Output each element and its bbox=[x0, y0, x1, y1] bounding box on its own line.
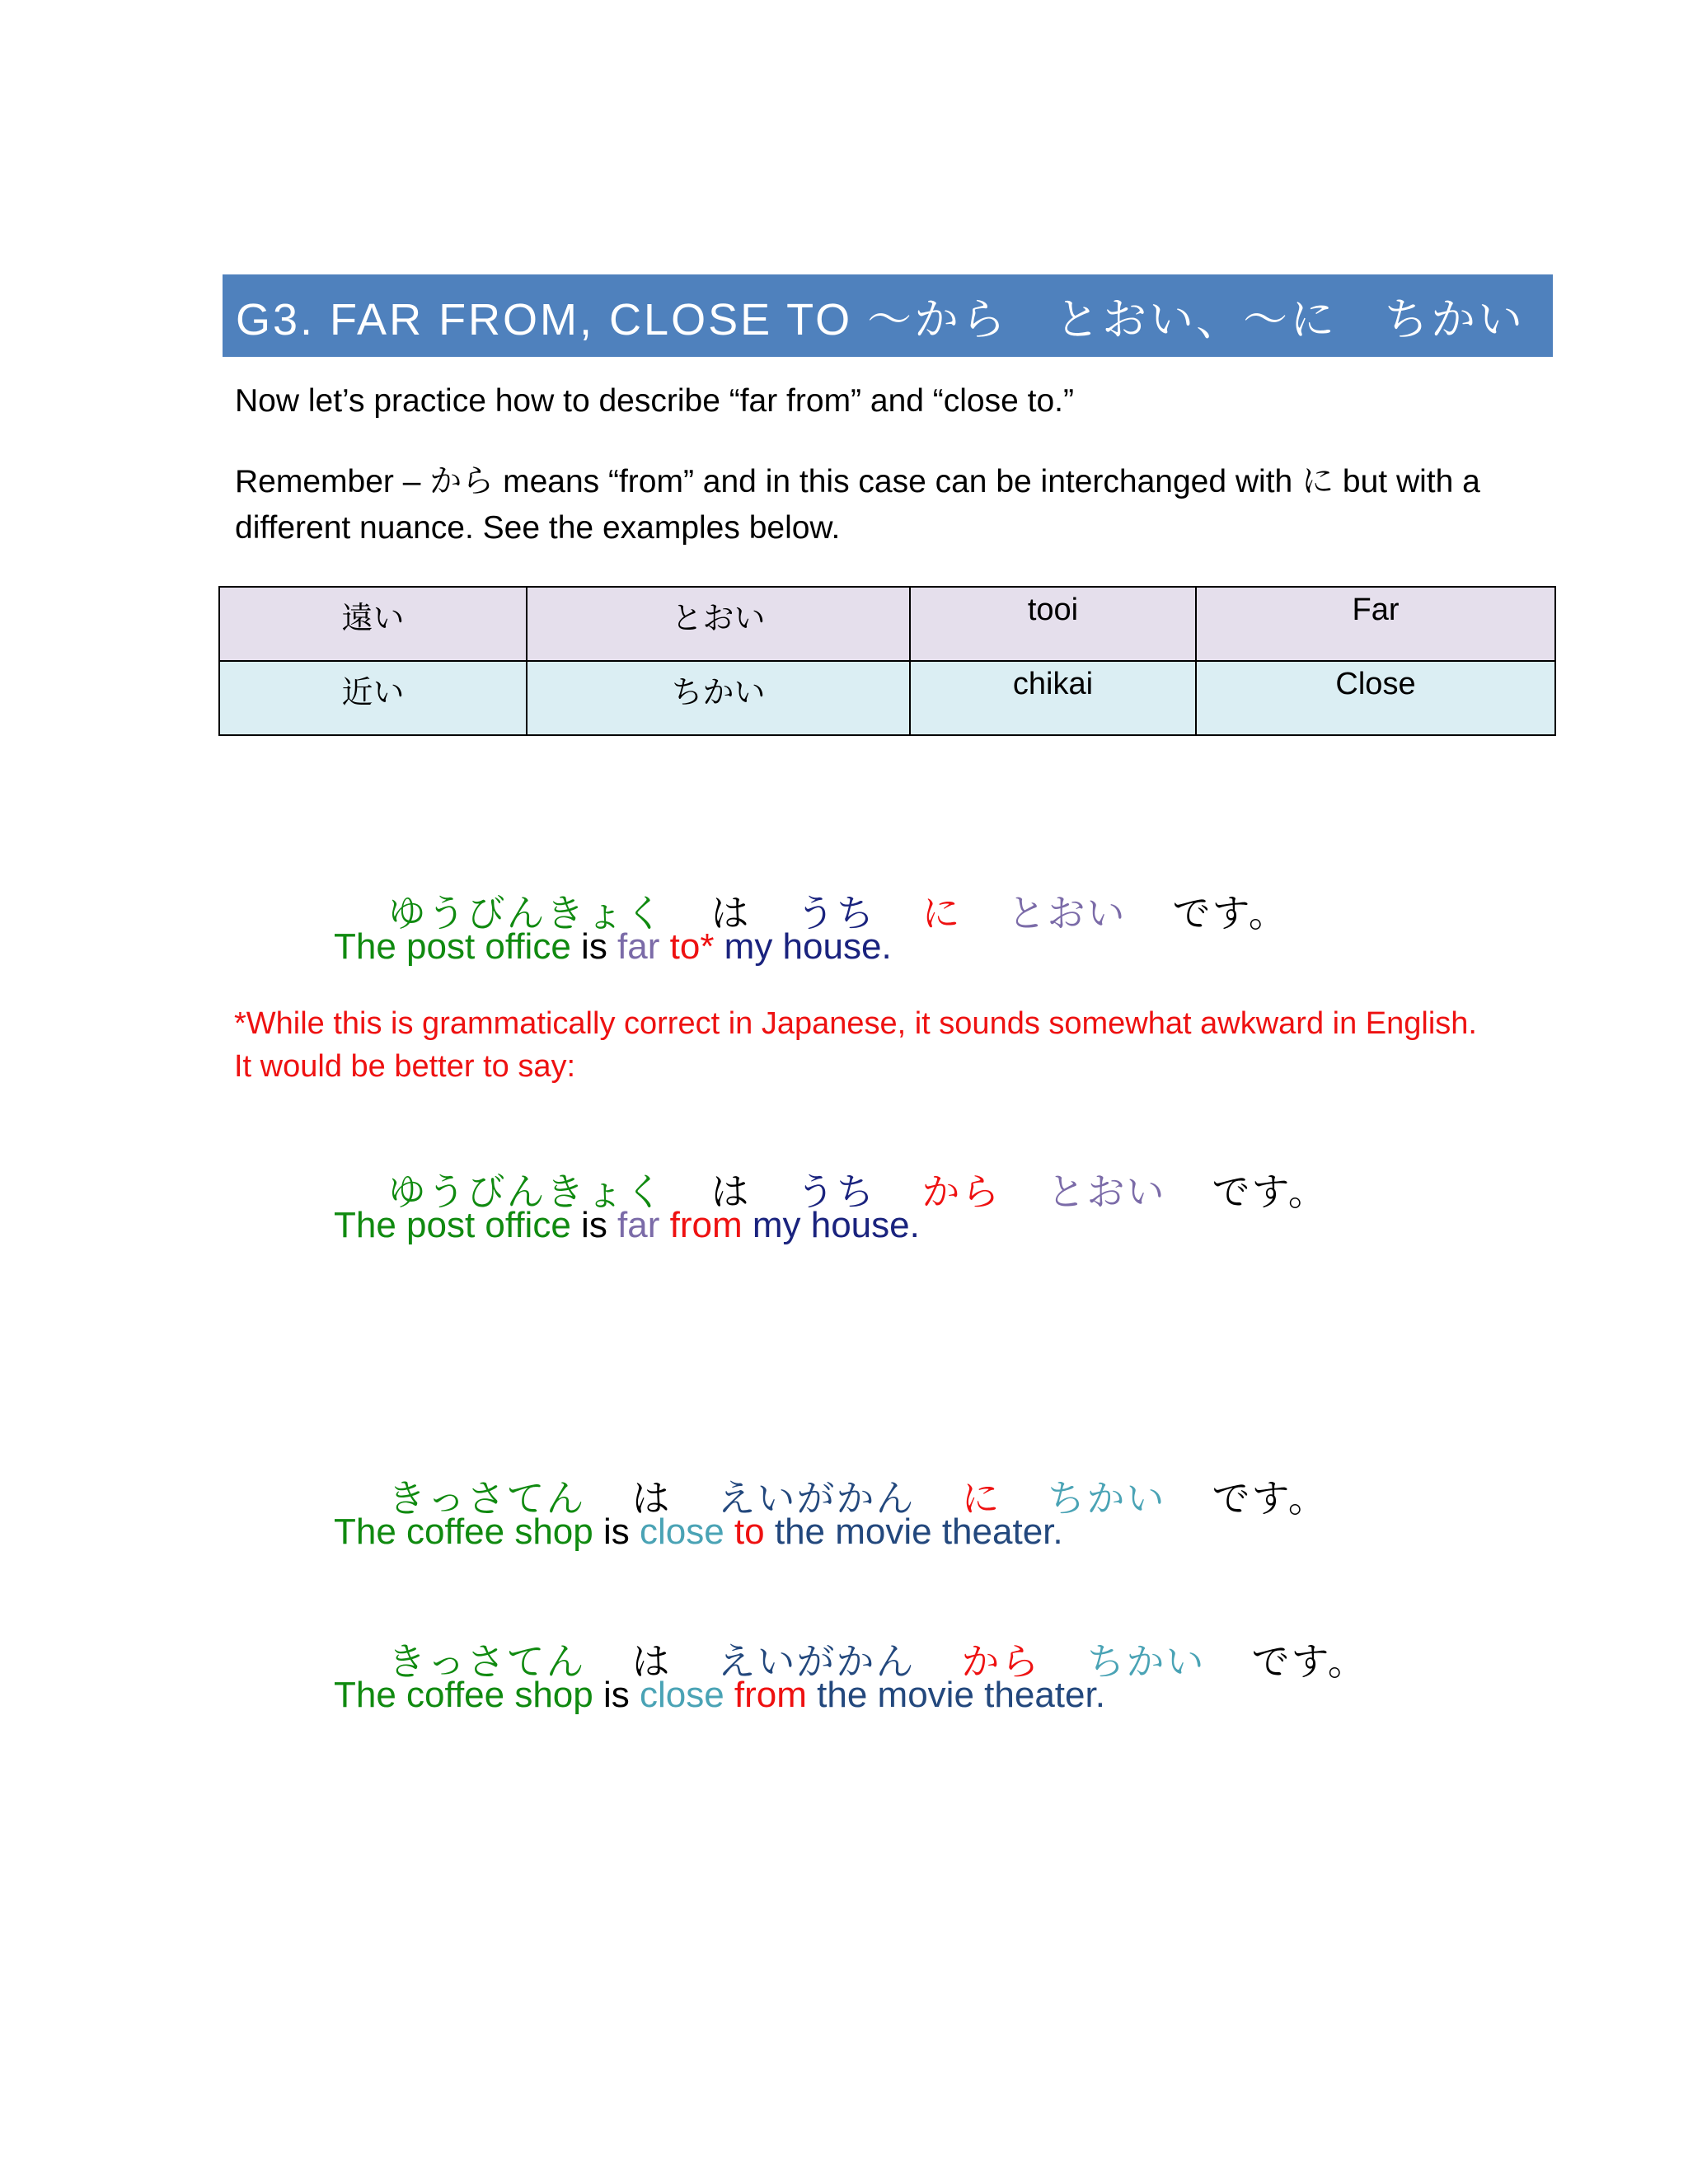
jp-particle: から bbox=[961, 1639, 1041, 1684]
cell-english: Far bbox=[1196, 587, 1555, 661]
en-end: . bbox=[1053, 1511, 1063, 1552]
jp-place: うち bbox=[796, 1169, 876, 1214]
jp-particle: に bbox=[921, 891, 962, 935]
jp-topic: は bbox=[710, 1169, 751, 1214]
example3-english bbox=[334, 1511, 1063, 1553]
en-particle: from bbox=[724, 1675, 807, 1715]
jp-particle: から bbox=[921, 1169, 1001, 1214]
jp-copula: です。 bbox=[1172, 891, 1288, 935]
cell-kana: ちかい bbox=[527, 661, 910, 735]
section-title: G3. FAR FROM, CLOSE TO ～から とおい、～に ちかい bbox=[236, 294, 1526, 344]
en-adjective: far bbox=[617, 926, 660, 967]
jp-place: えいがかん bbox=[717, 1639, 916, 1684]
en-adjective: close bbox=[639, 1675, 724, 1715]
en-adjective: far bbox=[617, 1205, 660, 1245]
en-place: the movie theater bbox=[764, 1511, 1053, 1552]
en-adjective: close bbox=[639, 1511, 724, 1552]
vocabulary-table bbox=[218, 586, 1556, 736]
en-particle: to* bbox=[659, 926, 715, 967]
en-is: is bbox=[570, 1205, 618, 1245]
jp-subject: きっさてん bbox=[387, 1639, 586, 1684]
jp-adjective: ちかい bbox=[1047, 1476, 1166, 1521]
jp-topic: は bbox=[631, 1476, 672, 1521]
cell-english: Close bbox=[1196, 661, 1555, 735]
cell-romaji: chikai bbox=[910, 661, 1196, 735]
jp-particle: に bbox=[961, 1476, 1001, 1521]
grammar-note bbox=[234, 1002, 1569, 1088]
cell-romaji: tooi bbox=[910, 587, 1196, 661]
en-subject: The coffee shop bbox=[334, 1511, 593, 1552]
intro-text: Now let’s practice how to describe “far from” and “close to.” bbox=[235, 383, 1074, 419]
jp-place: うち bbox=[796, 891, 876, 935]
table-row-close bbox=[219, 661, 1555, 735]
jp-adjective: とおい bbox=[1007, 891, 1127, 935]
jp-subject: きっさてん bbox=[387, 1476, 586, 1521]
jp-topic: は bbox=[710, 891, 751, 935]
jp-topic: は bbox=[631, 1639, 672, 1684]
en-end: . bbox=[1095, 1675, 1105, 1715]
jp-copula: です。 bbox=[1251, 1639, 1367, 1684]
en-is: is bbox=[570, 926, 618, 967]
reminder-text: Remember – から means “from” and in this case can be interchanged with に but with a different nuance. See the examples below. bbox=[235, 464, 1480, 546]
en-is: is bbox=[593, 1675, 640, 1715]
en-place: my house bbox=[714, 926, 882, 967]
en-is: is bbox=[593, 1511, 640, 1552]
cell-kanji: 遠い bbox=[219, 587, 527, 661]
note-line1: *While this is grammatically correct in Japanese, it sounds somewhat awkward in English. bbox=[234, 1006, 1477, 1041]
en-subject: The post office bbox=[334, 926, 571, 967]
note-line2: It would be better to say: bbox=[234, 1049, 576, 1084]
example2-english bbox=[334, 1205, 920, 1246]
en-place: the movie theater bbox=[806, 1675, 1095, 1715]
section-header bbox=[223, 274, 1553, 357]
jp-place: えいがかん bbox=[717, 1476, 916, 1521]
en-particle: to bbox=[724, 1511, 765, 1552]
en-subject: The coffee shop bbox=[334, 1675, 593, 1715]
jp-subject: ゆうびんきょく bbox=[387, 1169, 665, 1214]
example1-english bbox=[334, 926, 892, 968]
en-place: my house bbox=[742, 1205, 910, 1245]
cell-kanji: 近い bbox=[219, 661, 527, 735]
en-end: . bbox=[881, 926, 892, 967]
table-row-far bbox=[219, 587, 1555, 661]
en-particle: from bbox=[659, 1205, 743, 1245]
example4-english bbox=[334, 1675, 1105, 1716]
jp-subject: ゆうびんきょく bbox=[387, 891, 665, 935]
jp-copula: です。 bbox=[1212, 1169, 1328, 1214]
en-subject: The post office bbox=[334, 1205, 571, 1245]
en-end: . bbox=[909, 1205, 920, 1245]
cell-kana: とおい bbox=[527, 587, 910, 661]
jp-adjective: ちかい bbox=[1086, 1639, 1206, 1684]
jp-adjective: とおい bbox=[1047, 1169, 1166, 1214]
jp-copula: です。 bbox=[1212, 1476, 1328, 1521]
